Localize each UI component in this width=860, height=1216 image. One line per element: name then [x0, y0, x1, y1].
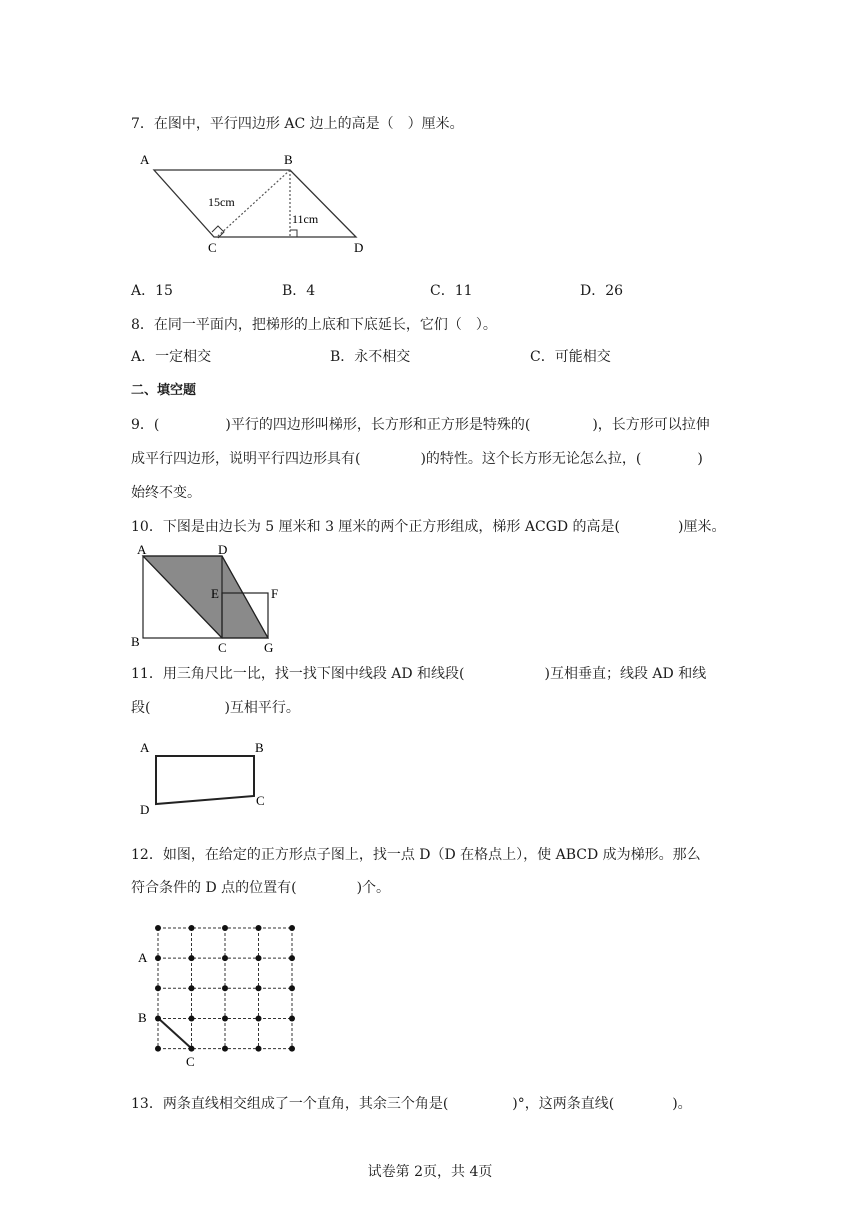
grid-dot: [155, 985, 161, 991]
grid-dot: [189, 1015, 195, 1021]
q12-label-b: B: [138, 1010, 147, 1025]
q10-text-b: )厘米。: [678, 519, 726, 535]
grid-dot: [289, 925, 295, 931]
grid-dot: [189, 955, 195, 961]
grid-dot: [289, 985, 295, 991]
grid-dot: [256, 925, 262, 931]
q7-parallelogram-figure: [132, 148, 372, 260]
grid-dot: [222, 925, 228, 931]
page-footer: 试卷第 2页，共 4页: [367, 1164, 493, 1180]
q11-quadrilateral-figure: [136, 736, 276, 816]
q9-line2-c: ): [697, 451, 703, 467]
q10-label-c: C: [218, 640, 227, 654]
q7-text: 7．在图中，平行四边形 AC 边上的高是（ ）厘米。: [131, 116, 464, 132]
q12-dot-grid-figure: [134, 918, 314, 1068]
q9-line1-b: )平行的四边形叫梯形，长方形和正方形是特殊的(: [225, 417, 531, 433]
q12-line1: 12．如图，在给定的正方形点子图上，找一点 D（D 在格点上），使 ABCD 成为梯形。那么: [131, 847, 701, 863]
q9-line3: 始终不变。: [131, 485, 201, 501]
q9-line2: [131, 449, 703, 469]
grid-dot: [222, 955, 228, 961]
grid-dot: [155, 925, 161, 931]
grid-dot: [189, 1046, 195, 1052]
q7-label-b: B: [284, 152, 293, 167]
grid-dot: [155, 1015, 161, 1021]
q11-label-b: B: [255, 740, 264, 755]
q11-line2: [131, 698, 300, 718]
grid-dot: [155, 955, 161, 961]
q10-squares-figure: [128, 542, 298, 654]
q11-label-c: C: [256, 793, 265, 808]
q13-text-b: )°，这两条直线(: [512, 1096, 615, 1112]
grid-dot: [289, 1046, 295, 1052]
q10-label-d: D: [218, 542, 228, 557]
q11-line2-a: 段(: [131, 700, 151, 716]
q10-label-g: G: [264, 640, 274, 654]
section-heading: 二、填空题: [131, 383, 197, 398]
q8-option-c[interactable]: C．可能相交: [530, 349, 611, 365]
q12-label-a: A: [138, 950, 148, 965]
q7-option-d[interactable]: D．26: [580, 283, 624, 299]
q11-line1-a: 11．用三角尺比一比，找一找下图中线段 AD 和线段(: [131, 666, 465, 682]
q13-text-a: 13．两条直线相交组成了一个直角，其余三个角是(: [131, 1096, 449, 1112]
grid-dot: [256, 1015, 262, 1021]
q7-option-b[interactable]: B．4: [282, 283, 316, 299]
grid-dot: [189, 985, 195, 991]
grid-dot: [289, 955, 295, 961]
q12-line2-b: )个。: [356, 880, 391, 896]
q10-label-e: E: [211, 586, 219, 601]
q10-label-f: F: [271, 586, 279, 601]
q7-len-15: 15cm: [208, 195, 235, 209]
q7-option-c[interactable]: C．11: [430, 283, 473, 299]
q9-line1-a: 9．(: [131, 417, 160, 433]
q10-text-a: 10．下图是由边长为 5 厘米和 3 厘米的两个正方形组成，梯形 ACGD 的高是(: [131, 519, 621, 535]
q9-line2-b: )的特性。这个长方形无论怎么拉，(: [420, 451, 642, 467]
q12-line2-a: 符合条件的 D 点的位置有(: [131, 880, 297, 896]
grid-dot: [256, 955, 262, 961]
q7-len-11: 11cm: [292, 212, 319, 226]
q12-line2: [131, 878, 390, 898]
q7-option-a[interactable]: A．15: [131, 283, 173, 299]
grid-dot: [289, 1015, 295, 1021]
q8-option-b[interactable]: B．永不相交: [330, 349, 411, 365]
grid-dot: [222, 985, 228, 991]
q11-line2-b: )互相平行。: [224, 700, 300, 716]
q7-label-a: A: [140, 152, 150, 167]
q13-text: [131, 1094, 692, 1114]
q9-line2-a: 成平行四边形，说明平行四边形具有(: [131, 451, 361, 467]
q12-label-c: C: [186, 1054, 195, 1068]
q10-text: [131, 517, 726, 537]
grid-dot: [256, 985, 262, 991]
grid-dot: [189, 925, 195, 931]
q10-label-b: B: [131, 634, 140, 649]
q7-label-c: C: [208, 240, 217, 255]
q11-line1-b: )互相垂直；线段 AD 和线: [544, 666, 707, 682]
q8-option-a[interactable]: A．一定相交: [131, 349, 212, 365]
q13-text-c: )。: [672, 1096, 692, 1112]
grid-dot: [155, 1046, 161, 1052]
q9-line1: [131, 415, 710, 435]
grid-dot: [222, 1015, 228, 1021]
grid-dot: [222, 1046, 228, 1052]
q10-label-a: A: [137, 542, 147, 557]
q11-label-a: A: [140, 740, 150, 755]
q11-label-d: D: [140, 802, 150, 816]
q9-line1-c: )，长方形可以拉伸: [592, 417, 710, 433]
q7-label-d: D: [354, 240, 364, 255]
q11-line1: [131, 664, 706, 684]
q8-text: 8．在同一平面内，把梯形的上底和下底延长，它们（ ）。: [131, 317, 497, 333]
grid-dot: [256, 1046, 262, 1052]
